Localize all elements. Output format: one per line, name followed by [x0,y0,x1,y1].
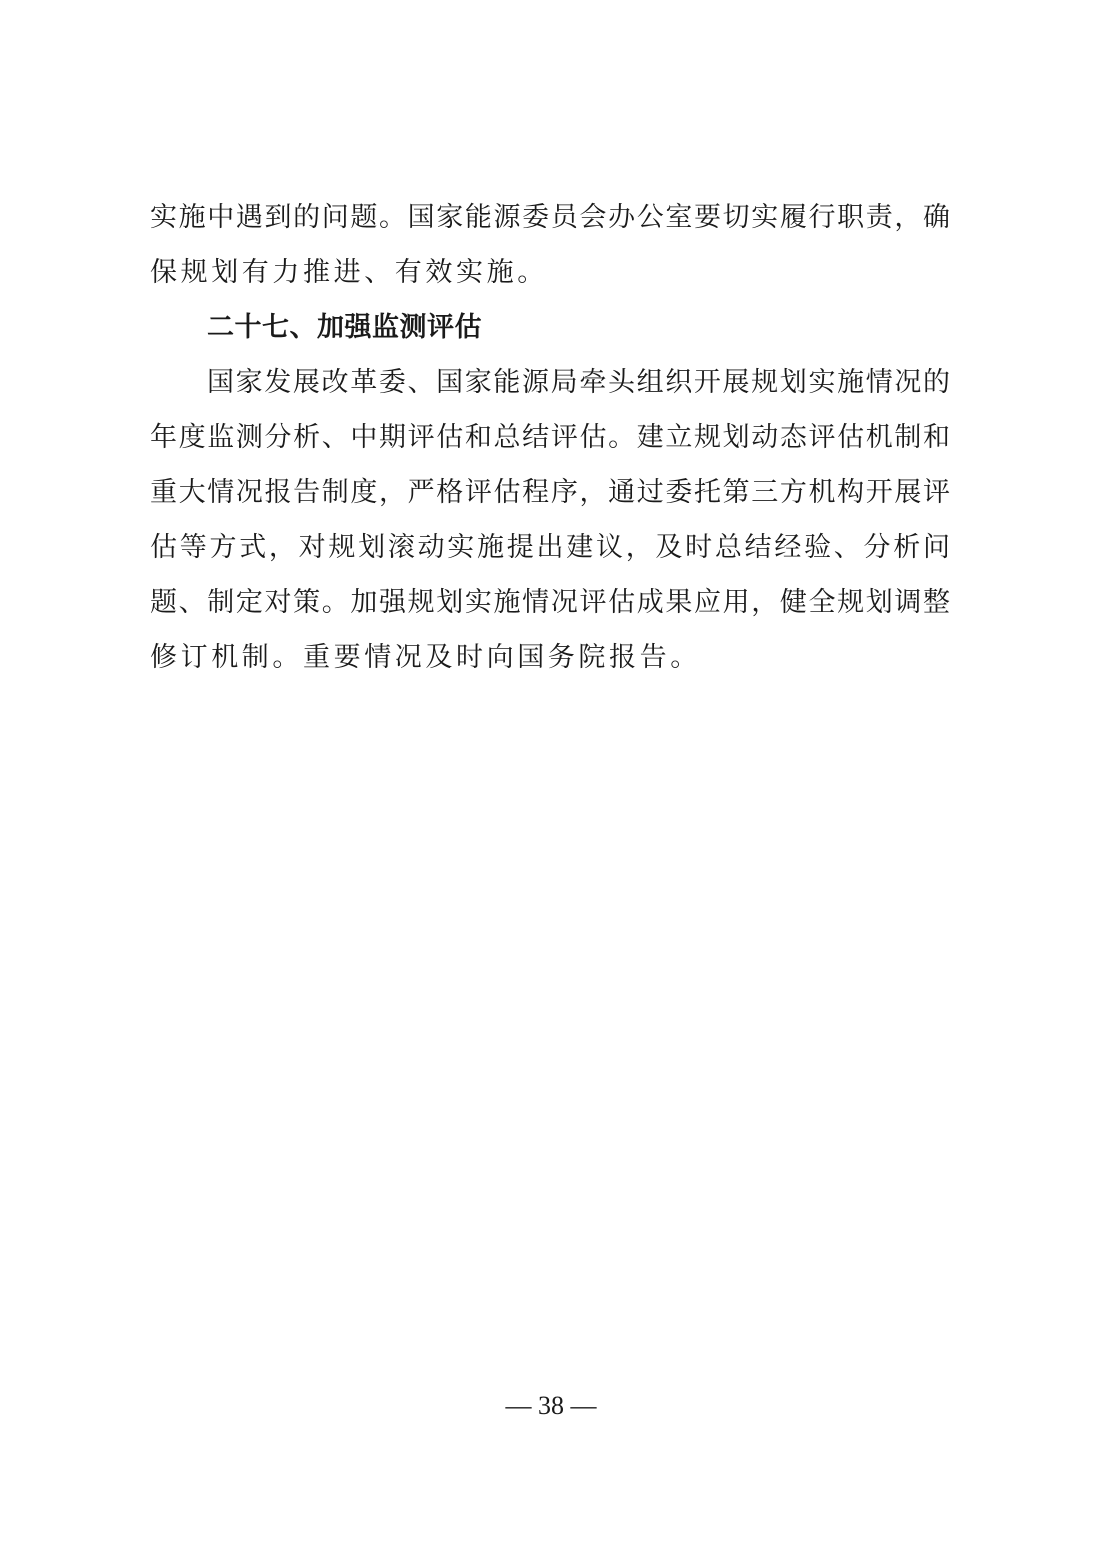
paragraph-1-line-2: 保规划有力推进、有效实施。 [150,257,548,288]
paragraph-2-line-5: 题、制定对策。加强规划实施情况评估成果应用，健全规划调整 [150,587,950,618]
paragraph-2-line-3: 重大情况报告制度，严格评估程序，通过委托第三方机构开展评 [150,477,950,508]
section-heading: 二十七、加强监测评估 [207,312,482,343]
paragraph-1-line-1: 实施中遇到的问题。国家能源委员会办公室要切实履行职责，确 [150,202,950,233]
paragraph-2-line-4: 估等方式，对规划滚动实施提出建议，及时总结经验、分析问 [150,532,950,563]
paragraph-2-line-6: 修订机制。重要情况及时向国务院报告。 [150,642,701,673]
paragraph-2-line-1: 国家发展改革委、国家能源局牵头组织开展规划实施情况的 [207,367,950,398]
page-number: — 38 — [505,1391,597,1420]
paragraph-2-line-2: 年度监测分析、中期评估和总结评估。建立规划动态评估机制和 [150,422,950,453]
